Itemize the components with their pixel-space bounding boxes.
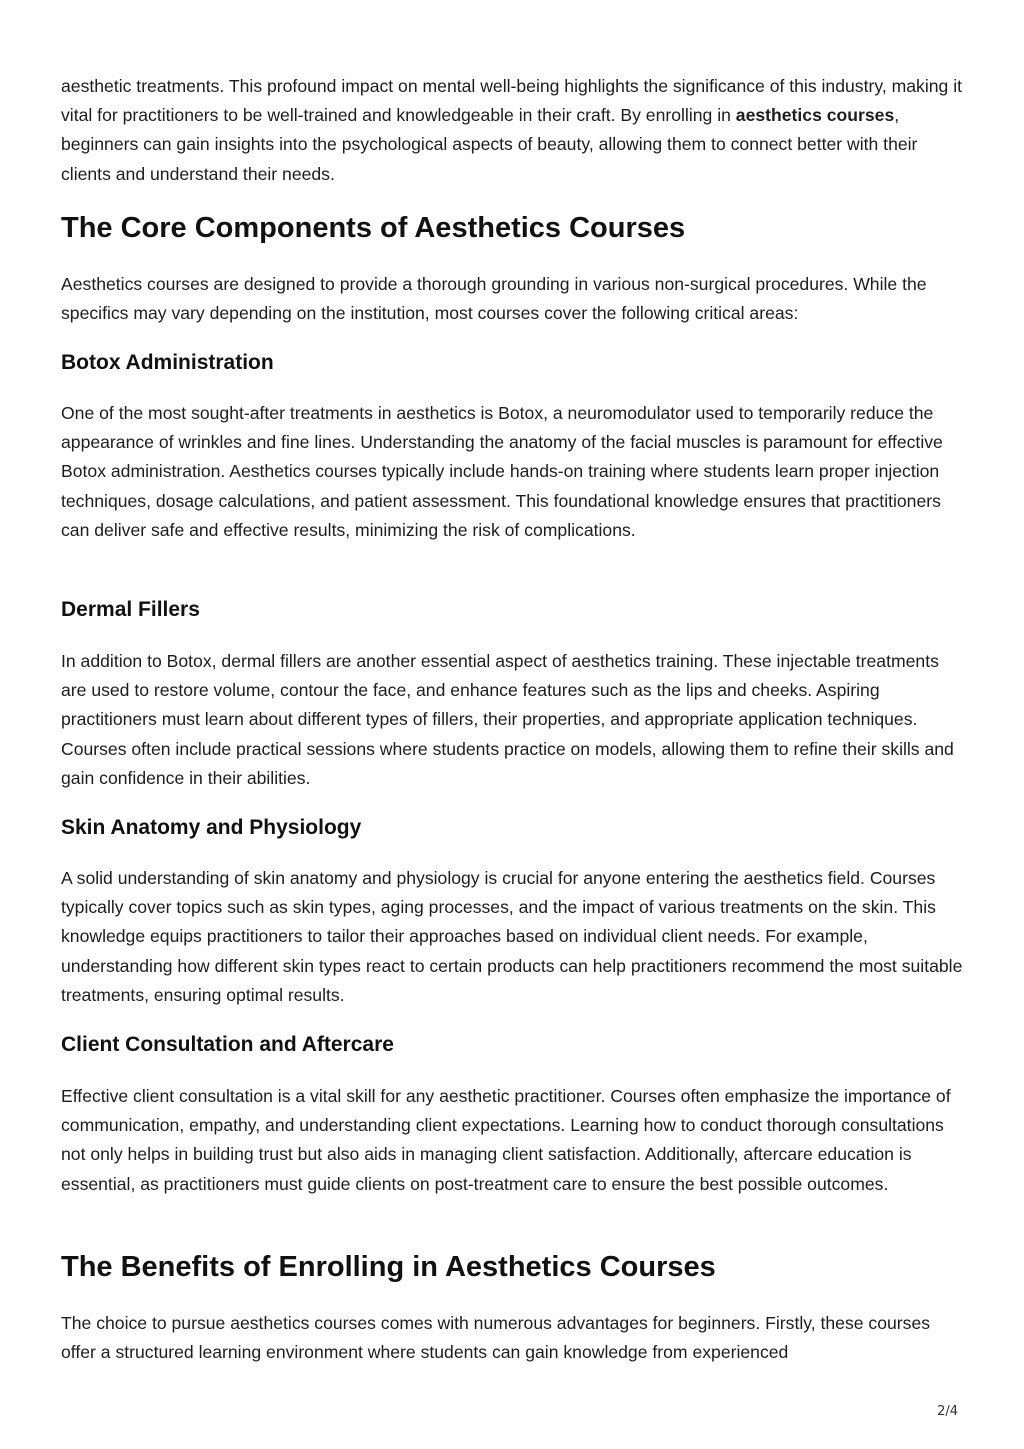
page-number: 2/4 — [937, 1404, 958, 1419]
benefits-intro: The choice to pursue aesthetics courses comes with numerous advantages for beginners. Firstly, these courses offer a structured learning environment where students can gain knowledge from experienced — [61, 1313, 931, 1363]
dermal-fillers-heading: Dermal Fillers — [61, 598, 200, 621]
core-components-heading: The Core Components of Aesthetics Courses — [61, 212, 686, 244]
benefits-heading: The Benefits of Enrolling in Aesthetics Courses — [61, 1251, 716, 1283]
intro-text-end: , beginners can gain insights into the psychological aspects of beauty, allowing them to connect better with their clients and understand their needs. — [61, 105, 918, 184]
client-consultation-heading: Client Consultation and Aftercare — [61, 1033, 394, 1056]
skin-anatomy-paragraph: A solid understanding of skin anatomy and physiology is crucial for anyone entering the aesthetics field. Courses typically cover topics such as skin types, aging processes, and the impact of various treatments on the skin. This knowledge equips practitioners to tailor their approaches based on individual client needs. For example, understanding how different skin types react to certain products can help practitioners recommend the most suitable treatments, ensuring optimal results. — [61, 868, 963, 1005]
intro-paragraph — [61, 72, 965, 189]
intro-bold-link-text: aesthetics courses — [735, 105, 895, 126]
skin-anatomy-heading: Skin Anatomy and Physiology — [61, 816, 362, 839]
intro-text-start: aesthetic treatments. This profound impact on mental well-being highlights the significance of this industry, making it vital for practitioners to be well-trained and knowledgeable in their craft. By enrolling in — [61, 76, 963, 126]
core-components-intro: Aesthetics courses are designed to provide a thorough grounding in various non-surgical procedures. While the specifics may vary depending on the institution, most courses cover the following critical areas: — [61, 274, 927, 324]
client-consultation-paragraph: Effective client consultation is a vital skill for any aesthetic practitioner. Courses often emphasize the importance of communication, empathy, and understanding client expectations. Learning how to conduct thorough consultations not only helps in building trust but also aids in managing client satisfaction. Additionally, aftercare education is essential, as practitioners must guide clients on post-treatment care to ensure the best possible outcomes. — [61, 1086, 951, 1194]
botox-paragraph: One of the most sought-after treatments in aesthetics is Botox, a neuromodulator used to temporarily reduce the appearance of wrinkles and fine lines. Understanding the anatomy of the facial muscles is paramount for effective Botox administration. Aesthetics courses typically include hands-on training where students learn proper injection techniques, dosage calculations, and patient assessment. This foundational knowledge ensures that practitioners can deliver safe and effective results, minimizing the risk of complications. — [61, 403, 943, 540]
botox-heading: Botox Administration — [61, 351, 274, 374]
dermal-fillers-paragraph: In addition to Botox, dermal fillers are another essential aspect of aesthetics training. These injectable treatments are used to restore volume, contour the face, and enhance features such as the lips and cheeks. Aspiring practitioners must learn about different types of fillers, their properties, and appropriate application techniques. Courses often include practical sessions where students practice on models, allowing them to refine their skills and gain confidence in their abilities. — [61, 651, 954, 788]
